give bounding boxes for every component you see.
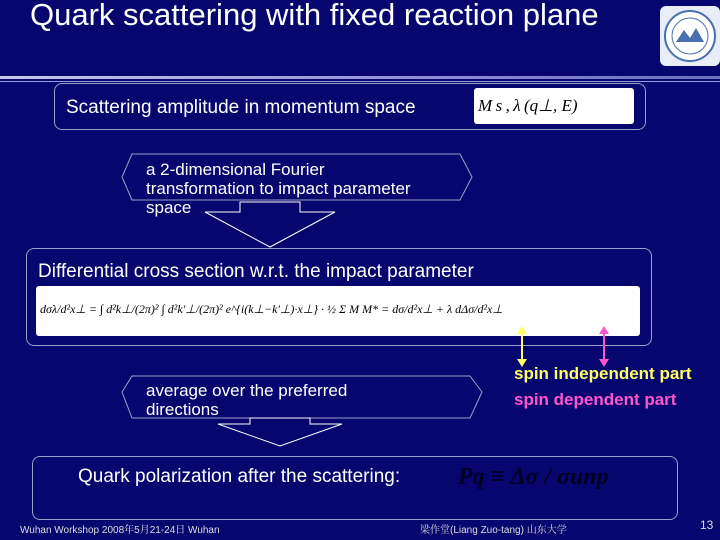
amplitude-text: Scattering amplitude in momentum space: [66, 97, 416, 118]
cross-section-heading: Differential cross section w.r.t. the impact parameter: [38, 261, 474, 282]
spin-independent-label: spin independent part: [514, 364, 692, 383]
footer-event: Wuhan Workshop 2008年5月21-24日 Wuhan: [20, 525, 220, 536]
spin-dependent-label: spin dependent part: [514, 390, 677, 409]
title-rule: [0, 76, 720, 79]
footer-author: 梁作堂(Liang Zuo-tang) 山东大学: [420, 525, 567, 536]
page-number: 13: [700, 518, 714, 532]
slide-title: Quark scattering with fixed reaction plane: [30, 0, 599, 32]
university-logo: [660, 6, 720, 66]
amplitude-formula: M s , λ (q⊥, E): [478, 96, 578, 115]
polarization-text: Quark polarization after the scattering:: [78, 466, 401, 487]
title-rule-thin: [0, 81, 720, 82]
polarization-formula: Pq ≡ Δσ / σunp: [458, 464, 609, 490]
fourier-step-text: a 2-dimensional Fourier transformation to impact parameter space: [146, 160, 411, 217]
average-step-text: average over the preferred directions: [146, 381, 348, 419]
cross-section-formula: dσλ/d²x⊥ = ∫ d²k⊥/(2π)² ∫ d²k'⊥/(2π)² e^{i(k⊥−k'⊥)·x⊥} · ½ Σ M M* = dσ/d²x⊥ + λ dΔσ/d²x⊥: [40, 302, 503, 316]
